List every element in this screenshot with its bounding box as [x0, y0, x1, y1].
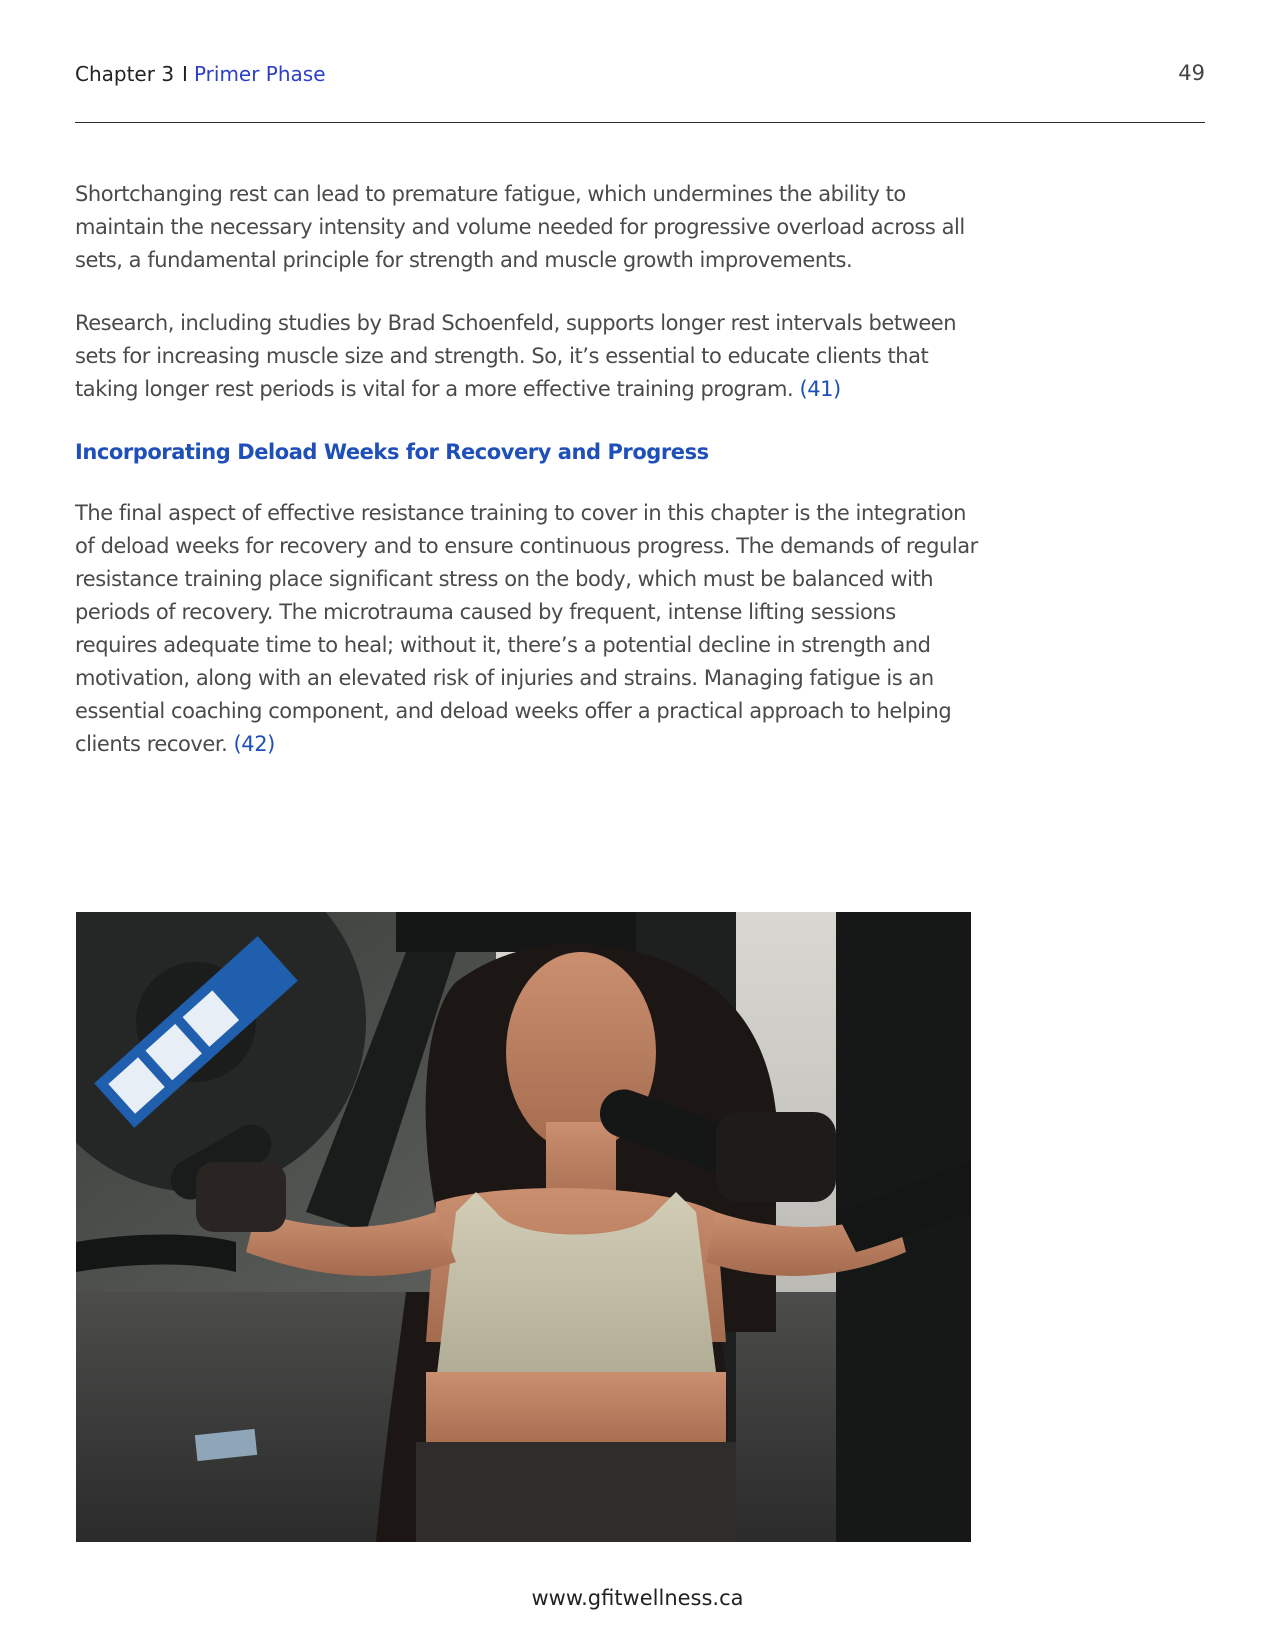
page-number: 49	[1178, 61, 1205, 85]
citation-link[interactable]: (42)	[233, 732, 275, 756]
page-header	[75, 58, 1205, 88]
paragraph-deload	[75, 497, 980, 761]
paragraph-rest-fatigue	[75, 178, 980, 277]
gym-photo	[76, 912, 971, 1542]
paragraph-research	[75, 307, 980, 406]
paragraph-text: Shortchanging rest can lead to premature fatigue, which undermines the ability to maintain the necessary intensity and volume needed for progressive overload across all sets, a fundamental principle for strength and muscle growth improvements.	[75, 182, 965, 272]
website-link[interactable]: www.gfitwellness.ca	[531, 1586, 744, 1610]
header-divider	[75, 122, 1205, 123]
section-subheading: Incorporating Deload Weeks for Recovery and Progress	[75, 440, 709, 464]
running-header	[75, 62, 326, 86]
main-content	[75, 178, 980, 761]
section-title: Primer Phase	[193, 62, 326, 86]
citation-link[interactable]: (41)	[799, 377, 841, 401]
paragraph-text: The final aspect of effective resistance training to cover in this chapter is the integration of deload weeks for recovery and to ensure continuous progress. The demands of regular resistance training place significant stress on the body, which must be balanced with periods of recovery. The microtrauma caused by frequent, intense lifting sessions requires adequate time to heal; without it, there’s a potential decline in strength and motivation, along with an elevated risk of injuries and strains. Managing fatigue is an essential coaching component, and deload weeks offer a practical approach to helping clients recover.	[75, 501, 978, 756]
gym-photo-illustration	[76, 912, 971, 1542]
header-separator: I	[182, 62, 188, 86]
page-footer	[0, 1586, 1275, 1610]
paragraph-text: Research, including studies by Brad Schoenfeld, supports longer rest intervals between sets for increasing muscle size and strength. So, it’s essential to educate clients that taking longer rest periods is vital for a more effective training program.	[75, 311, 957, 401]
chapter-label: Chapter 3	[75, 62, 175, 86]
